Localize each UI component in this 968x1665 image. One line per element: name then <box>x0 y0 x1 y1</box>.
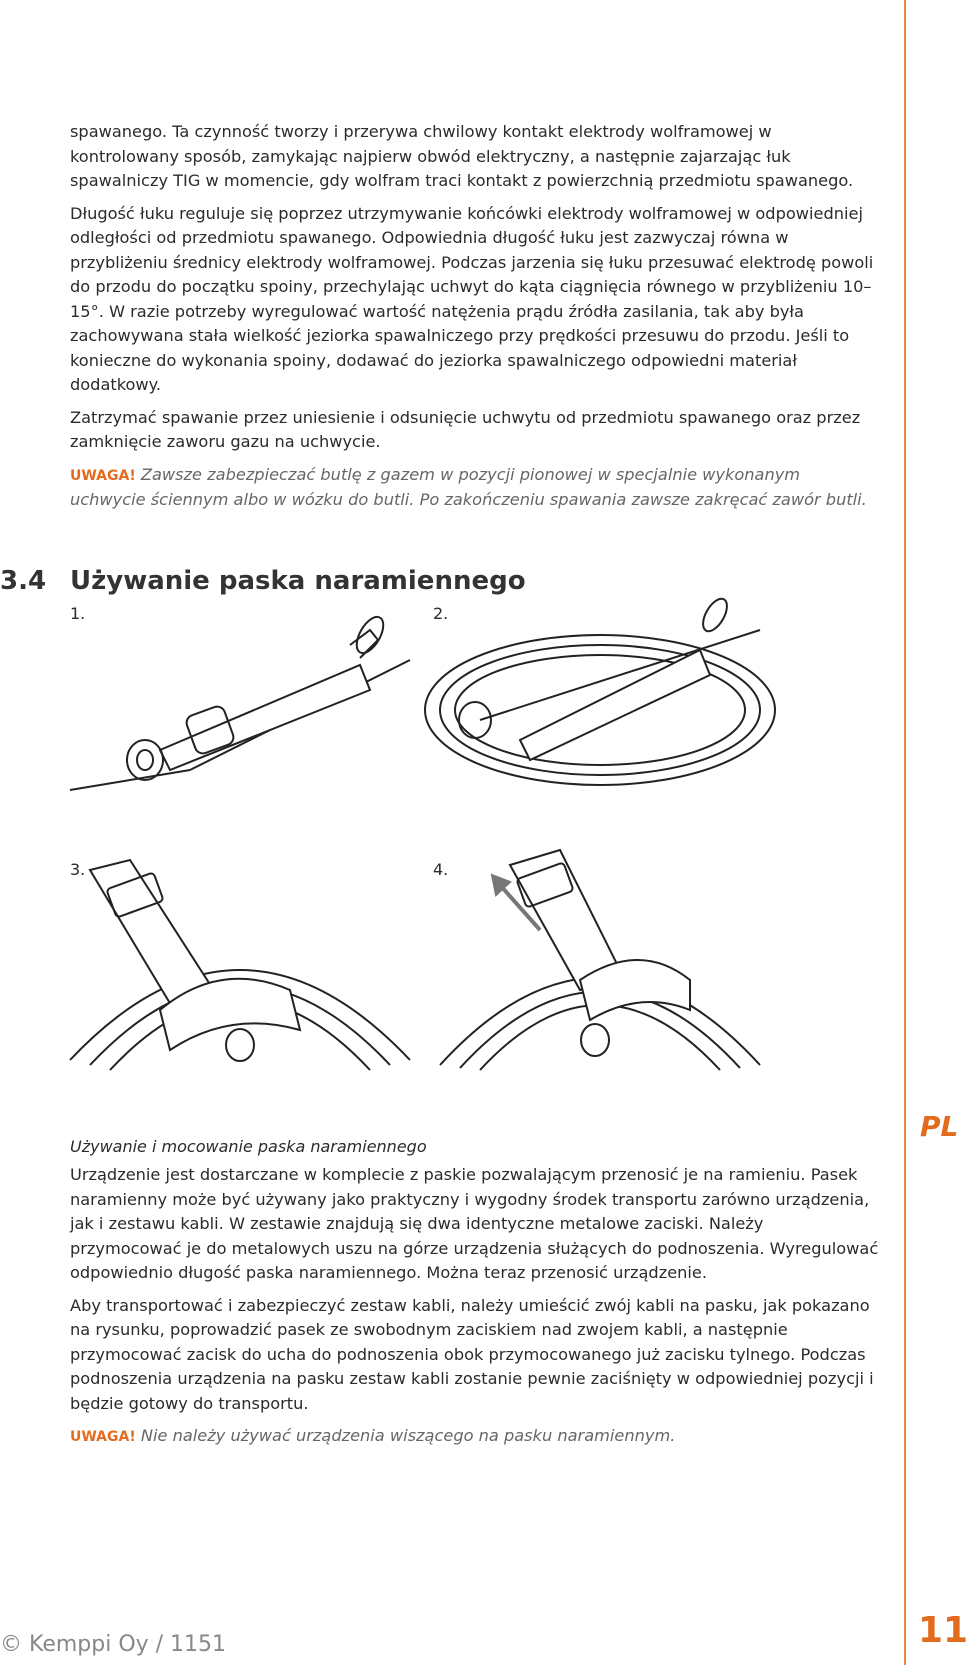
figure-3-strap-over-coil <box>70 860 410 1070</box>
figure-label-4: 4. <box>433 860 449 879</box>
copyright-footer: © Kemppi Oy / 1151 <box>0 1632 227 1657</box>
page-number: 11 <box>918 1610 968 1651</box>
warning-text: Zawsze zabezpieczać butlę z gazem w pozycji pionowej w specjalnie wykonanym uchwycie ściennym albo w wózku do butli. Po zakończeniu spawania zawsze zakręcać zawór butli. <box>70 464 867 509</box>
top-text-block <box>70 120 880 521</box>
figure-label-2: 2. <box>433 604 449 623</box>
figure-label-1: 1. <box>70 604 86 623</box>
warning-label-2: UWAGA! <box>70 1429 136 1445</box>
figure-caption: Używanie i mocowanie paska naramiennego <box>70 1137 427 1156</box>
warning-note <box>70 463 880 513</box>
figure-2-cable-coil-on-strap <box>420 600 780 800</box>
figure-4-strap-clipped <box>420 850 780 1070</box>
section-number: 3.4 <box>0 566 47 596</box>
figure-label-3: 3. <box>70 860 86 879</box>
warning-note-2 <box>70 1424 880 1450</box>
figure-1-strap-attached <box>70 620 410 810</box>
margin-rule <box>904 0 906 1665</box>
section-heading <box>0 566 526 596</box>
bottom-text-block <box>70 1163 880 1458</box>
warning-text-2: Nie należy używać urządzenia wiszącego na pasku naramiennym. <box>135 1426 676 1445</box>
paragraph-5: Aby transportować i zabezpieczyć zestaw kabli, należy umieścić zwój kabli na pasku, jak pokazano na rysunku, poprowadzić pasek ze swobodnym zaciskiem nad zwojem kabli, a następnie przymocować zacisk do ucha do podnoszenia obok przymocowanego już zacisku tylnego. Podczas podnoszenia urządzenia na pasku zestaw kabli zostanie pewnie zaciśnięty w odpowiedniej pozycji i będzie gotowy do transportu. <box>70 1295 874 1413</box>
language-label: PL <box>920 1110 959 1143</box>
paragraph-4: Urządzenie jest dostarczane w komplecie z paskie pozwalającym przenosić je na ramieniu. Pasek naramienny może być używany jako praktyczny i wygodny środek transportu zarówno urządzenia, jak i zestawu kabli. W zestawie znajdują się dwa identyczne metalowe zaciski. Należy przymocować je do metalowych uszu na górze urządzenia służących do podnoszenia. Wyregulować odpowiednio długość paska naramiennego. Można teraz przenosić urządzenie. <box>70 1165 879 1282</box>
section-title: Używanie paska naramiennego <box>70 566 526 596</box>
paragraph-1: spawanego. Ta czynność tworzy i przerywa chwilowy kontakt elektrody wolframowej w kontrolowany sposób, zamykając najpierw obwód elektryczny, a następnie zajarzając łuk spawalniczy TIG w momencie, gdy wolfram traci kontakt z powierzchnią przedmiotu spawanego. <box>70 122 854 190</box>
paragraph-3: Zatrzymać spawanie przez uniesienie i odsunięcie uchwytu od przedmiotu spawanego oraz przez zamknięcie zaworu gazu na uchwycie. <box>70 407 861 451</box>
paragraph-2: Długość łuku reguluje się poprzez utrzymywanie końcówki elektrody wolframowej w odpowiedniej odległości od przedmiotu spawanego. Odpowiednia długość łuku jest zazwyczaj równa w przybliżeniu średnicy elektrody wolframowej. Podczas jarzenia się łuku przesuwać elektrodę powoli do przodu do początku spoiny, przechylając uchwyt do kąta ciągnięcia równego w przybliżeniu 10–15°. W razie potrzeby wyregulować wartość natężenia prądu źródła zasilania, tak aby była zachowywana stała wielkość jeziorka spawalniczego przy prędkości przesuwu do przodu. Jeśli to konieczne do wykonania spoiny, dodawać do jeziorka spawalniczego odpowiedni materiał dodatkowy. <box>70 203 874 394</box>
warning-label: UWAGA! <box>70 467 136 484</box>
